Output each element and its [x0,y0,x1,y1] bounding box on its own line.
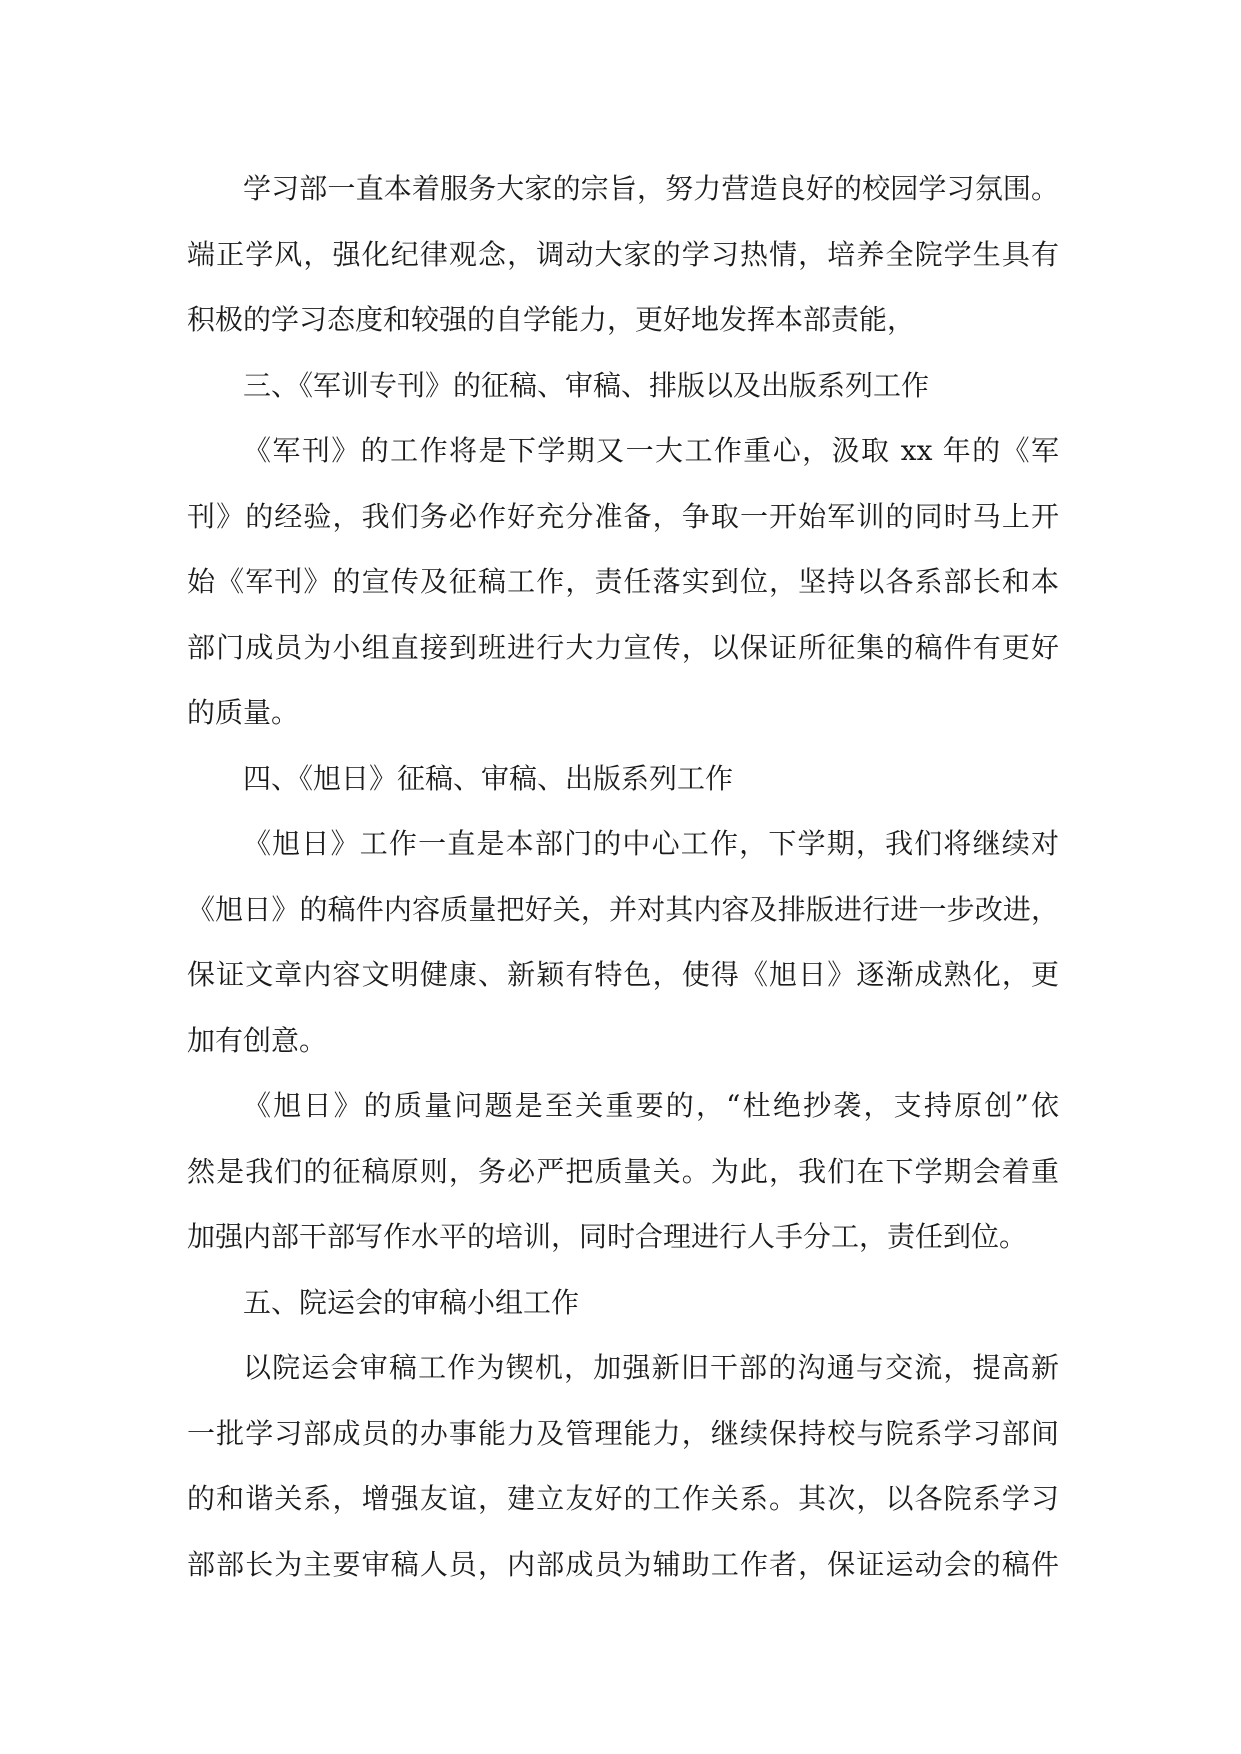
text-line: 以院运会审稿工作为锲机，加强新旧干部的沟通与交流，提高新 [243,1351,1059,1384]
text-line: 然是我们的征稿原则，务必严把质量关。为此，我们在下学期会着重 [187,1154,1059,1188]
document-body [187,156,1059,1597]
paragraph-study-department [187,156,1059,353]
text-line: 《军刊》的工作将是下学期又一大工作重心，汲取 xx 年的《军 [243,434,1059,467]
paragraph-xuri-quality [187,1073,1059,1270]
text-line: 《旭日》的质量问题是至关重要的，“杜绝抄袭，支持原创”依 [243,1089,1059,1122]
section-heading-5: 五、院运会的审稿小组工作 [243,1285,580,1319]
section-heading-4: 四、《旭日》征稿、审稿、出版系列工作 [243,761,734,795]
text-line: 积极的学习态度和较强的自学能力，更好地发挥本部责能， [187,303,916,336]
paragraph-xuri-work [187,811,1059,1073]
paragraph-military-journal [187,418,1059,746]
text-line: 《旭日》的稿件内容质量把好关，并对其内容及排版进行进一步改进， [187,892,1059,926]
text-line: 的质量。 [187,696,300,729]
text-line: 加有创意。 [187,1023,328,1057]
text-line: 《旭日》工作一直是本部门的中心工作，下学期，我们将继续对 [243,827,1059,860]
text-line: 的和谐关系，增强友谊，建立友好的工作关系。其次，以各院系学习 [187,1482,1059,1515]
section-heading-3: 三、《军训专刊》的征稿、审稿、排版以及出版系列工作 [243,368,930,402]
text-line: 刊》的经验，我们务必作好充分准备，争取一开始军训的同时马上开 [187,499,1059,533]
text-line: 端正学风，强化纪律观念，调动大家的学习热情，培养全院学生具有 [187,237,1059,271]
text-line: 加强内部干部写作水平的培训，同时合理进行人手分工，责任到位。 [187,1220,1028,1253]
text-line: 一批学习部成员的办事能力及管理能力，继续保持校与院系学习部间 [187,1416,1059,1450]
text-line: 保证文章内容文明健康、新颖有特色，使得《旭日》逐渐成熟化，更 [187,958,1059,991]
paragraph-sports-meet-review [187,1335,1059,1597]
text-line: 学习部一直本着服务大家的宗旨，努力营造良好的校园学习氛围。 [243,172,1059,205]
text-line: 始《军刊》的宣传及征稿工作，责任落实到位，坚持以各系部长和本 [187,565,1059,598]
text-line: 部部长为主要审稿人员，内部成员为辅助工作者，保证运动会的稿件 [187,1547,1059,1581]
text-line: 部门成员为小组直接到班进行大力宣传，以保证所征集的稿件有更好 [187,630,1059,664]
